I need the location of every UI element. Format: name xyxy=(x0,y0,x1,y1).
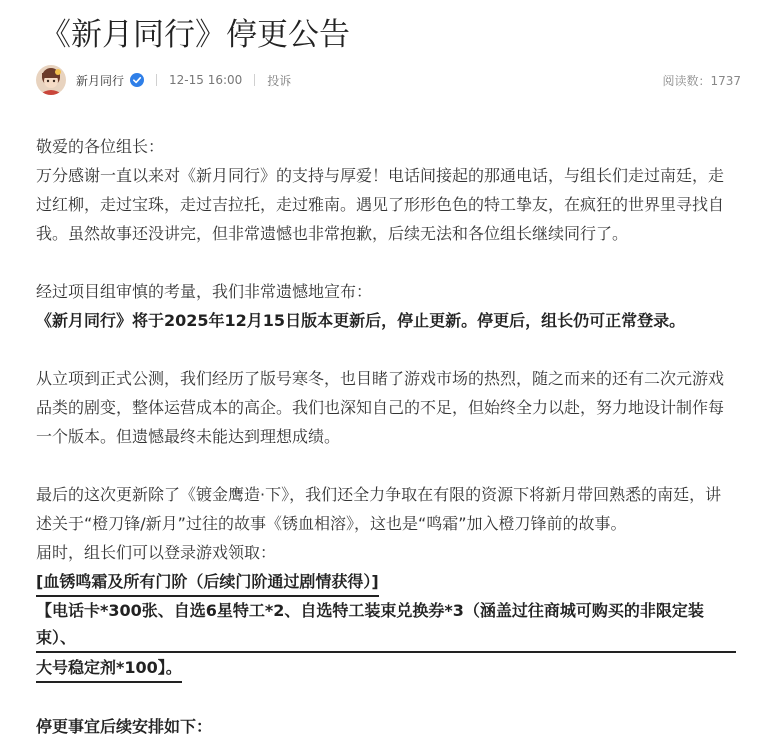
paragraph-line: 我。虽然故事还没讲完，但非常遗憾也非常抱歉，后续无法和各位组长继续同行了。 xyxy=(36,224,629,243)
paragraph-line: 述关于“橙刀锋/新月”过往的故事《锈血相溶》，这也是“鸣霜”加入橙刀锋前的故事。 xyxy=(36,514,627,533)
verified-badge-icon xyxy=(130,73,144,87)
report-link[interactable]: 投诉 xyxy=(267,73,292,88)
reward-line: 大号稳定剂*100】。 xyxy=(36,654,182,683)
paragraph-line: 过红柳，走过宝珠，走过吉拉托，走过雅南。遇见了形形色色的特工挚友，在疯狂的世界里寻找自 xyxy=(36,195,725,214)
paragraph-line: 届时，组长们可以登录游戏领取： xyxy=(36,543,277,562)
announcement-bold: 《新月同行》将于2025年12月15日版本更新后，停止更新。停更后，组长仍可正常登录。 xyxy=(36,311,686,330)
paragraph-line: 一个版本。但遗憾最终未能达到理想成绩。 xyxy=(36,427,341,446)
paragraph-spacer xyxy=(36,248,736,277)
paragraph-line: 万分感谢一直以来对《新月同行》的支持与厚爱！电话间接起的那通电话，与组长们走过南廷，走 xyxy=(36,166,725,185)
greeting-text: 敬爱的各位组长： xyxy=(36,137,165,156)
section-heading: 停更事宜后续安排如下： xyxy=(36,717,213,736)
paragraph-spacer xyxy=(36,335,736,364)
reward-line: [血锈鸣霜及所有门阶（后续门阶通过剧情获得）] xyxy=(36,568,379,597)
paragraph-line: 最后的这次更新除了《镀金鹰造·下》，我们还全力争取在有限的资源下将新月带回熟悉的南廷，讲 xyxy=(36,485,722,504)
publish-date: 12-15 16:00 xyxy=(169,73,243,87)
author-avatar[interactable] xyxy=(36,65,66,95)
paragraph-line: 经过项目组审慎的考量，我们非常遗憾地宣布： xyxy=(36,282,373,301)
paragraph-spacer xyxy=(36,451,736,480)
paragraph-line: 品类的剧变，整体运营成本的高企。我们也深知自己的不足，但始终全力以赴，努力地设计制作每 xyxy=(36,398,725,417)
read-count: 阅读数：1737 xyxy=(662,73,741,88)
article-body xyxy=(36,132,736,741)
meta-divider xyxy=(254,74,255,86)
article-meta-bar xyxy=(36,62,741,98)
paragraph-line: 从立项到正式公测，我们经历了版号寒冬，也目睹了游戏市场的热烈，随之而来的还有二次元游戏 xyxy=(36,369,725,388)
avatar-image xyxy=(36,65,66,95)
paragraph-spacer xyxy=(36,683,736,712)
article-title: 《新月同行》停更公告 xyxy=(40,17,350,53)
meta-divider xyxy=(156,74,157,86)
author-name[interactable]: 新月同行 xyxy=(76,73,125,88)
reward-line: 【电话卡*300张、自选6星特工*2、自选特工装束兑换券*3（涵盖过往商城可购买的非限定装束）、 xyxy=(36,597,736,653)
